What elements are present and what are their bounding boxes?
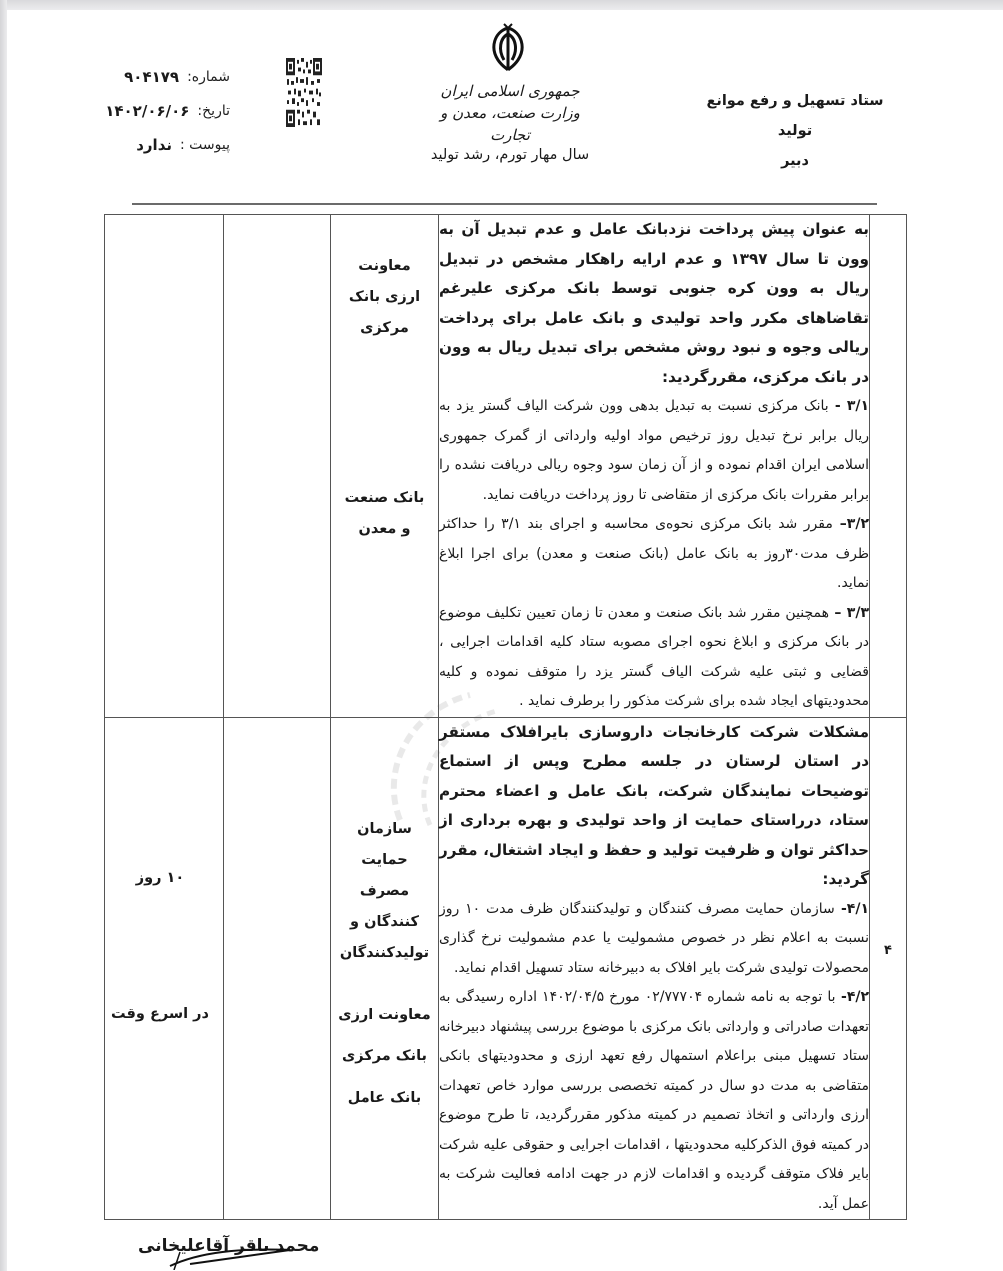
resolution-clause [439,599,869,717]
window-frame-left [0,0,7,1271]
clause-id: ۳/۳ [846,604,869,621]
signature-icon [160,1240,300,1270]
resolution-lead: مشکلات شرکت کارخانجات داروسازی بایرافلاک مستقر در استان لرستان در جلسه مطرح وپس از استماع توضیحات نمایندگان شرکت، بانک عامل و اعضاء محترم ستاد، درراستای حمایت از واحد تولیدی و بهره برداری از حداکثر توان و ظرفیت تولید و حفظ و ایجاد اشتغال، مقرر گردید: [439,722,869,888]
responsible-party: سازمان حمایت مصرف کنندگان و تولیدکنندگان [339,820,430,961]
deadline-cell [105,717,224,1220]
republic-name: جمهوری اسلامی ایران [440,82,580,100]
letter-number [100,60,230,94]
clause-id: ۴/۱ [846,900,869,917]
letter-metadata [100,60,230,162]
letter-number-label: شماره: [187,69,230,85]
clause-separator: - [828,398,847,414]
resolution-clause [439,983,869,1219]
resolution-clause [439,895,869,984]
responsible-party: معاونت ارزی بانک مرکزی [348,258,421,336]
row-number: ۴ [884,942,892,958]
empty-cell [224,215,331,718]
deadline-cell [105,215,224,718]
government-title [420,80,600,146]
letter-date [100,94,230,128]
iran-emblem-icon [480,22,536,74]
responsible-party: بانک صنعت و معدن [344,490,425,537]
header-divider [132,203,877,205]
resolution-text-cell [439,717,870,1220]
clause-text: بانک مرکزی نسبت به تبدیل بدهی وون شرکت الیاف گستر یزد به ریال برابر نرخ تبدیل روز ترخیص مواد اولیه وارداتی از گمرک جمهوری اسلامی ایران اقدام نموده و از آن زمان سود وجوه ریالی دریافت نشده را برابر مقررات بانک مرکزی از متقاضی تا روز پرداخت دریافت نماید. [439,398,869,503]
letter-attachment-value: ندارد [136,136,172,154]
clause-separator: – [832,516,847,532]
year-slogan: سال مهار تورم، رشد تولید [430,147,590,163]
table-row [105,215,907,718]
resolution-lead: به عنوان پیش پرداخت نزدبانک عامل و عدم تبدیل آن به وون تا سال ۱۳۹۷ و عدم ارایه راهکار مشخص در تبدیل ریال به وون کره جنوبی توسط بانک مرکزی علیرغم تقاضاهای مکرر واحد تولیدی و بانک عامل برای پرداخت ریالی وجوه و نبود روش مشخص برای تبدیل ریال به وون در بانک مرکزی، مقررگردید: [439,220,869,386]
resolution-clause [439,510,869,599]
window-frame-top [0,0,1003,10]
letterhead-organization [695,86,895,176]
responsible-party: بانک مرکزی [342,1047,427,1064]
resolutions-table [104,214,907,1220]
resolution-text-cell [439,215,870,718]
clause-id: ۴/۲ [846,989,870,1005]
clause-separator: - [835,989,847,1005]
responsible-party: معاونت ارزی [338,1006,431,1023]
empty-cell [224,717,331,1220]
deadline-value: در اسرع وقت [111,1005,209,1022]
clause-id: ۳/۱ [846,398,870,414]
table-row [105,717,907,1220]
responsible-party: بانک عامل [347,1089,422,1106]
letter-number-value: ۹۰۴۱۷۹ [124,68,180,86]
clause-text: مقرر شد بانک مرکزی نحوه‌ی محاسبه و اجرای بند ۳/۱ را حداکثر ظرف مدت۳۰روز به بانک عامل (بانک صنعت و معدن) برای اجرا ابلاغ نماید. [439,516,870,591]
responsible-cell [331,215,439,718]
clause-id: ۳/۲ [846,516,869,532]
letter-date-label: تاریخ: [197,103,230,119]
clause-text: همچنین مقرر شد بانک صنعت و معدن تا زمان تعیین تکلیف موضوع در بانک مرکزی و ابلاغ نحوه اجرای مصوبه ستاد کلیه اقدامات اجرایی ، قضایی و ثبتی علیه شرکت الیاف گستر یزد را متوقف نموده و کلیه محدودیتهای ایجاد شده برای شرکت مذکور را برطرف نماید . [439,604,869,709]
department-name: دبیر [781,153,809,169]
letter-date-value: ۱۴۰۲/۰۶/۰۶ [105,102,190,120]
letter-attachment [100,128,230,162]
clause-text: با توجه به نامه شماره ۰۲/۷۷۷۰۴ مورخ ۱۴۰۲/۰۴/۵ اداره رسیدگی به تعهدات صادراتی و وارداتی بانک مرکزی با موضوع بررسی پیشنهاد دبیرخانه ستاد تسهیل مبنی براعلام استمهال رفع تعهد ارزی و محدودیتهای بانکی متقاضی به مدت دو سال در کمیته تخصصی بررسی موارد خاص تعهدات ارزی وارداتی و اتخاذ تصمیم در کمیته مذکور مقررگردید، تا طرح موضوع در کمیته فوق الذکرکلیه محدودیتها ، اقدامات اجرایی و حقوقی علیه شرکت بایر فلاک متوقف گردیده و اقدامات لازم در جهت ادامه فعالیت شرکت به عمل آید. [439,989,869,1212]
clause-separator: – [829,604,847,621]
organization-name: ستاد تسهیل و رفع موانع تولید [706,93,884,139]
clause-text: سازمان حمایت مصرف کنندگان و تولیدکنندگان ظرف مدت ۱۰ روز نسبت به اعلام نظر در خصوص مشمولیت یا عدم مشمولیت نرخ گذاری محصولات تولیدی شرکت بایر افلاک به دبیرخانه ستاد تسهیل اقدام نماید. [439,900,869,976]
signatory-name: محمد باقر آقاعلیخانی [138,1236,320,1256]
row-number-cell [870,215,907,718]
resolution-clause [439,392,869,510]
clause-separator: - [834,900,847,917]
deadline-value: ۱۰ روز [135,869,185,886]
ministry-name: وزارت صنعت، معدن و تجارت [440,104,580,144]
qr-code-icon [286,58,322,127]
row-number-cell [870,717,907,1220]
letter-attachment-label: پیوست : [180,137,230,153]
responsible-cell [331,717,439,1220]
